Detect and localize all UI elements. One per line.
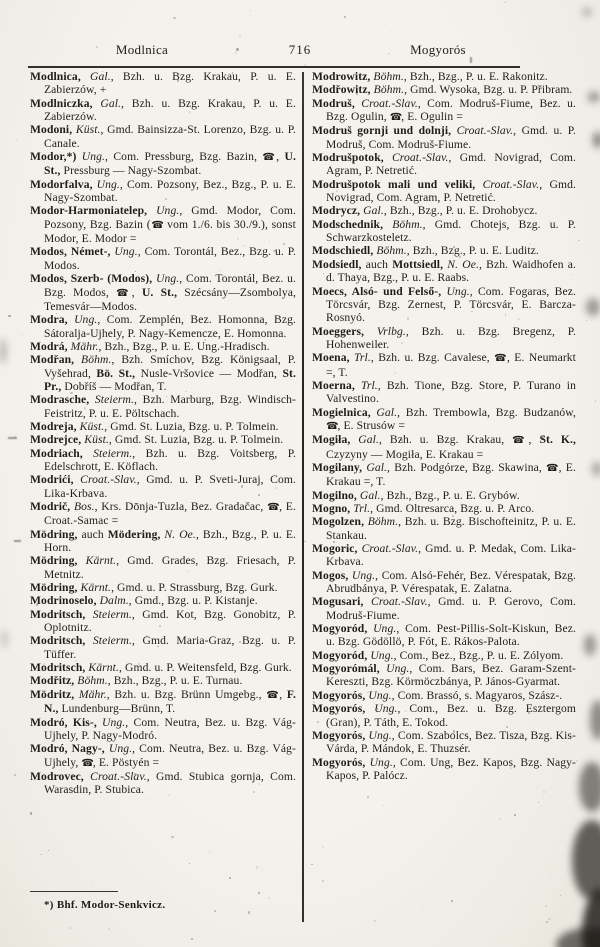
gazetteer-entry bbox=[312, 218, 576, 245]
entry-text: , Bzh. Tione, Bzg. Store, P. Turano in Valvestino. bbox=[326, 378, 576, 406]
entry-text: , Com. Pozsony, Bez., Bzg., P. u. E. Nagy-Szombat. bbox=[44, 177, 296, 205]
post-horn-icon: ☎ bbox=[266, 689, 280, 701]
gazetteer-entry bbox=[312, 379, 576, 406]
entry-text: Modřowitz, bbox=[312, 83, 374, 97]
gazetteer-entry bbox=[30, 661, 296, 674]
gazetteer-entry bbox=[30, 716, 296, 743]
entry-text: , E. Strusów = bbox=[337, 418, 405, 432]
entry-text: Croat.-Slav. bbox=[361, 542, 419, 556]
header-keyword-left: Modlnica bbox=[115, 42, 169, 57]
entry-text: , Bzh., Bzg., P. u. E. Luditz. bbox=[406, 244, 539, 258]
entry-text: , Bzh. u. Bzg. Voitsberg, P. Edelschrott, E. Köflach. bbox=[44, 446, 296, 473]
column-right bbox=[312, 70, 576, 782]
page-number: 716 bbox=[288, 42, 312, 57]
gazetteer-entry bbox=[30, 340, 296, 353]
entry-text: Mogilany, bbox=[312, 460, 367, 474]
post-horn-icon: ☎ bbox=[116, 287, 132, 299]
entry-text: auch bbox=[365, 257, 393, 271]
entry-text: Steierm. bbox=[93, 446, 133, 460]
entry-text: Kärnt. bbox=[88, 661, 119, 675]
gazetteer-entry bbox=[30, 447, 296, 474]
post-horn-icon: ☎ bbox=[81, 757, 93, 769]
entry-text: Bos. bbox=[73, 500, 95, 513]
entry-text: Modor-Harmoniatelep, bbox=[30, 204, 157, 218]
entry-text: Ung. bbox=[74, 313, 98, 327]
entry-text: , Bzh. Trembowla, Bzg. Budzanów, bbox=[397, 405, 576, 419]
gazetteer-entry bbox=[30, 393, 296, 420]
entry-text: , Bzh. u. Bzg. Krakau, P. u. E. Zabierzów. bbox=[44, 96, 296, 124]
entry-text: Modřan, bbox=[30, 353, 82, 367]
column-left bbox=[30, 70, 296, 797]
entry-text: U. St., bbox=[141, 285, 185, 299]
gazetteer-entry bbox=[30, 688, 296, 716]
entry-text: Modrinoselo, bbox=[30, 594, 100, 608]
gazetteer-entry bbox=[312, 244, 576, 257]
entry-text: , Gmd. u. P. Sveti-Juraj, Com. Lika-Krbava. bbox=[44, 473, 296, 500]
column-divider bbox=[302, 72, 304, 922]
gazetteer-entry bbox=[30, 420, 296, 433]
entry-text: , Bzh., Bzg., P. u. E. Rakonitz. bbox=[403, 70, 548, 83]
gazetteer-entry bbox=[30, 500, 296, 528]
entry-text: Küst. bbox=[75, 123, 101, 137]
entry-text: Modra, bbox=[30, 313, 75, 327]
entry-text: Modriach, bbox=[30, 446, 94, 460]
entry-text: Gal. bbox=[359, 488, 381, 502]
entry-text: Mogyoród, bbox=[312, 622, 374, 636]
entry-text: Modlnica, bbox=[30, 70, 91, 83]
entry-text: Böhm. bbox=[392, 217, 423, 231]
entry-text: , Com. Szabolcs, Bez. Tisza, Bzg. Kis-Várda, P. Mándok, E. Thuzsér. bbox=[326, 728, 577, 756]
entry-text: , Com., Bez., Bzg., P. u. E. Zólyom. bbox=[393, 648, 564, 662]
entry-text: Böhm. bbox=[81, 353, 112, 367]
post-horn-icon: ☎ bbox=[512, 435, 529, 447]
entry-text: auch bbox=[81, 527, 108, 541]
post-horn-icon: ☎ bbox=[150, 219, 164, 231]
gazetteer-entry bbox=[30, 742, 296, 770]
entry-text: , bbox=[528, 433, 540, 447]
entry-text: Steierm. bbox=[92, 634, 133, 648]
gazetteer-entry bbox=[312, 204, 576, 217]
entry-text: , E. Croat.-Samac = bbox=[44, 500, 296, 528]
entry-text: Modoni, bbox=[30, 123, 76, 137]
gazetteer-entry bbox=[30, 473, 296, 500]
entry-text: , Gmd. Kot, Bzg. Gonobitz, P. Oplotnitz. bbox=[44, 607, 296, 635]
entry-text: Mogiła, bbox=[312, 433, 359, 447]
entry-text: Ung. bbox=[374, 702, 398, 716]
entry-text: Böhm. bbox=[373, 70, 404, 83]
footnote: *) Bhf. Modor-Senkvicz. bbox=[44, 899, 166, 911]
entry-text: Modschednik, bbox=[312, 217, 393, 231]
entry-text: , Bzh. u. Bzg. Krakau, P. u. E. Zabierzów, + bbox=[44, 70, 296, 97]
entry-text: Ung. bbox=[386, 662, 410, 676]
header-keyword-right: Mogyorós bbox=[410, 42, 466, 57]
entry-text: Mogyorómál, bbox=[312, 662, 387, 676]
page-header bbox=[0, 42, 600, 60]
entry-text: , Com. Brassó, s. Magyaros, Szász-. bbox=[391, 688, 563, 702]
gazetteer-entry bbox=[30, 594, 296, 607]
post-horn-icon: ☎ bbox=[267, 502, 280, 513]
entry-text: , Gmd. St. Luzia, Bzg. u. P. Tolmein. bbox=[108, 433, 284, 447]
entry-text: Mähr. bbox=[70, 339, 99, 353]
entry-text: Modruš, bbox=[312, 96, 362, 110]
entry-text: Modrejce, bbox=[30, 433, 85, 447]
entry-text: Modschiedl, bbox=[312, 244, 377, 258]
gazetteer-entry bbox=[30, 204, 296, 245]
entry-text: U. St., bbox=[44, 150, 296, 178]
entry-text: , Com. Modruš-Fiume, Bez. u. Bzg. Ogulin, bbox=[326, 96, 576, 124]
entry-text: Trl. bbox=[360, 378, 378, 392]
entry-text: Kärnt. bbox=[85, 554, 117, 568]
entry-text: Croat.-Slav. bbox=[391, 151, 449, 165]
entry-text: , Bzh., Bzg., P. u. E. Turnau. bbox=[107, 674, 243, 688]
gazetteer-entry bbox=[312, 70, 576, 83]
entry-text: Steierm. bbox=[94, 393, 135, 407]
entry-text: , Bzh. u. Bzg. Brünn Umgebg., bbox=[106, 687, 267, 701]
entry-text: , Gmd. Stubica gornja, Com. Warasdin, P. Stubica. bbox=[44, 769, 296, 797]
entry-text: , Bzh., Bzg., P. u. E. Ung.-Hradisch. bbox=[98, 339, 270, 353]
entry-text: Modorfalva, bbox=[30, 177, 97, 191]
entry-text: Ung. bbox=[370, 648, 394, 662]
entry-text: , Com. Torontál, Bez. u. Bzg. Modos, bbox=[44, 272, 297, 299]
entry-text: Modos, Német-, bbox=[30, 245, 115, 259]
entry-text: Mähr. bbox=[78, 687, 107, 701]
gazetteer-entry bbox=[312, 325, 576, 352]
header-rule bbox=[28, 66, 520, 68]
entry-text: , Com. Fogaras, Bez. Törcsvár, Bzg. Zernest, P. Törcsvár, E. Barcza-Rosnyó. bbox=[326, 284, 576, 325]
gazetteer-entry bbox=[30, 528, 296, 555]
entry-text: Szécsány—Zsombolya, Temesvár—Modos. bbox=[44, 285, 296, 313]
gazetteer-entry bbox=[312, 569, 576, 596]
entry-text: , bbox=[131, 285, 142, 299]
entry-text: , Gmd. Modor, Com. Pozsony, Bzg. Bazin ( bbox=[44, 204, 296, 231]
entry-text: , Gmd. Wysoka, Bzg. u. P. Přibram. bbox=[404, 83, 573, 97]
gazetteer-entry bbox=[30, 634, 296, 661]
gazetteer-entry bbox=[312, 489, 576, 502]
entry-text: , Bzh. Marburg, Bzg. Windisch-Feistritz, P. u. E. Pöltschach. bbox=[44, 393, 296, 420]
gazetteer-entry bbox=[312, 433, 576, 461]
gazetteer-entry bbox=[312, 702, 576, 729]
gazetteer-entry bbox=[30, 674, 296, 687]
entry-text: Gal. bbox=[366, 460, 388, 474]
entry-text: Ung. bbox=[81, 150, 106, 164]
gazetteer-entry bbox=[312, 178, 576, 205]
entry-text: Modrowitz, bbox=[312, 70, 374, 83]
entry-text: Böhm. bbox=[77, 674, 108, 688]
entry-text: Gal. bbox=[376, 405, 398, 419]
entry-text: Modrovec, bbox=[30, 769, 91, 783]
entry-text: Croat.-Slav. bbox=[90, 769, 147, 783]
entry-text: Modos, Szerb- (Modos), bbox=[30, 272, 156, 286]
entry-text: Mogyorós, bbox=[312, 728, 369, 742]
entry-text: Mogyorós, bbox=[312, 688, 369, 702]
entry-text: Ung. bbox=[368, 688, 392, 702]
entry-text: Modrići, bbox=[30, 473, 81, 487]
entry-text: , Bzh., Bzg., P. u. E. Grybów. bbox=[380, 488, 520, 502]
post-horn-icon: ☎ bbox=[262, 152, 277, 164]
entry-text: , Bzh. Podgórze, Bzg. Skawina, bbox=[387, 460, 547, 474]
entry-text: Böhm. bbox=[367, 515, 399, 529]
entry-text: Ung. bbox=[156, 204, 180, 218]
entry-text: Gal. bbox=[363, 204, 384, 218]
entry-text: , Krs. Dōnja-Tuzla, Bez. Gradačac, bbox=[94, 500, 268, 513]
entry-text: , E. Pöstyén = bbox=[92, 755, 160, 769]
entry-text: Mogusari, bbox=[312, 595, 371, 609]
entry-text: Modrasche, bbox=[30, 393, 95, 407]
gazetteer-entry bbox=[30, 70, 296, 97]
entry-text: , Bzh., Bzg., P. u. E. Horn. bbox=[44, 527, 297, 555]
entry-text: Gal. bbox=[358, 433, 379, 447]
entry-text: Ung. bbox=[351, 568, 376, 582]
entry-text: Moeggers, bbox=[312, 324, 377, 338]
entry-text: Nusle-Vršovice — Modřan, bbox=[140, 366, 283, 380]
entry-text: , Com. Neutra, Bez. u. Bzg. Vág-Ujhely, P. Nagy-Modró. bbox=[44, 715, 296, 742]
gazetteer-entry bbox=[30, 123, 296, 150]
entry-text: Mogielnica, bbox=[312, 405, 377, 419]
entry-text: , Gmd. Maria-Graz, Bzg. u. P. Tüffer. bbox=[44, 634, 296, 661]
entry-text: Croat.-Slav. bbox=[456, 124, 514, 138]
entry-text: , Com. Pressburg, Bzg. Bazin, bbox=[105, 150, 263, 164]
gazetteer-entry bbox=[30, 150, 296, 178]
entry-text: , E. Krakau =, T. bbox=[326, 460, 576, 489]
entry-text: , Com. Torontál, Bez., Bzg. u. P. Modos. bbox=[44, 245, 296, 272]
entry-text: Mogno, bbox=[312, 502, 354, 515]
gazetteer-entry bbox=[312, 729, 576, 756]
entry-text: , Bzh. u. Bzg. Bischofteinitz, P. u. E. Stankau. bbox=[326, 515, 576, 542]
gazetteer-entry bbox=[312, 649, 576, 662]
entry-text: Mödritz, bbox=[30, 687, 79, 701]
gazetteer-entry bbox=[312, 515, 576, 542]
gazetteer-entry bbox=[312, 689, 576, 702]
entry-text: Mogolzen, bbox=[312, 515, 368, 529]
entry-text: Modró, Nagy-, bbox=[30, 742, 109, 756]
entry-text: vom 1./6. bis 30./9.), sonst Modor, E. Modor = bbox=[44, 217, 296, 246]
entry-text: Mödering, bbox=[107, 527, 165, 541]
gazetteer-entry bbox=[30, 433, 296, 446]
entry-text: Modrušpotok mali und veliki, bbox=[312, 177, 483, 191]
post-horn-icon: ☎ bbox=[326, 420, 338, 432]
entry-text: Ung. bbox=[369, 755, 393, 769]
entry-text: Moecs, Alsó- und Felső-, bbox=[312, 284, 447, 298]
gazetteer-entry bbox=[30, 178, 296, 205]
gazetteer-entry bbox=[312, 83, 576, 96]
entry-text: , Gmd., Bzg. u. P. Kistanje. bbox=[128, 594, 258, 608]
entry-text: Mogoric, bbox=[312, 542, 362, 556]
entry-text: Bö. St., bbox=[96, 366, 141, 380]
entry-text: , Gmd. u. P. Strassburg, Bzg. Gurk. bbox=[111, 581, 278, 595]
entry-text: , Com. Bars, Bez. Garam-Szent-Kereszti, Bzg. Körmöczbánya, P. János-Gyarmat. bbox=[326, 662, 576, 689]
post-horn-icon: ☎ bbox=[546, 462, 559, 474]
gazetteer-entry bbox=[312, 351, 576, 379]
gazetteer-entry bbox=[30, 313, 296, 340]
entry-text: Pressburg — Nagy-Szombat. bbox=[63, 164, 202, 178]
entry-text: , Com. Pest-Pillis-Solt-Kiskun, Bez. u. Bzg. Gödöllö, P. Fót, E. Rákos-Palota. bbox=[326, 622, 576, 649]
entry-text: Böhm. bbox=[373, 83, 405, 97]
entry-text: Mogyorós, bbox=[312, 755, 370, 769]
entry-text: Ung. bbox=[114, 245, 138, 259]
entry-text: Steierm. bbox=[92, 607, 132, 621]
gazetteer-entry bbox=[312, 258, 576, 285]
gazetteer-entry bbox=[30, 272, 296, 313]
entry-text: Küst. bbox=[84, 433, 109, 447]
entry-text: Dobříš — Modřan, T. bbox=[64, 379, 167, 393]
gazetteer-entry bbox=[30, 770, 296, 797]
entry-text: Croat.-Slav. bbox=[370, 595, 428, 609]
entry-text: St. K., bbox=[539, 433, 576, 447]
entry-text: , Gmd. Grades, Bzg. Friesach, P. Metnitz. bbox=[44, 554, 297, 581]
gazetteer-entry bbox=[30, 353, 296, 393]
footnote-rule bbox=[30, 891, 118, 892]
entry-text: Modsiedl, bbox=[312, 257, 366, 271]
entry-text: Küst. bbox=[79, 419, 105, 433]
entry-text: , Bzh., Bzg., P. u. E. Drohobycz. bbox=[383, 204, 538, 218]
post-horn-icon: ☎ bbox=[494, 353, 507, 365]
entry-text: Modruš gornji und dolnji, bbox=[312, 124, 457, 138]
entry-text: , Gmd. Oltresarca, Bzg. u. P. Arco. bbox=[370, 502, 535, 515]
entry-text: Modreja, bbox=[30, 419, 80, 433]
gazetteer-entry bbox=[312, 595, 576, 622]
entry-text: , Gmd. Novigrad, Com. Agram, P. Netretić. bbox=[326, 151, 576, 178]
entry-text: Ung. bbox=[155, 272, 180, 286]
entry-text: Modrá, bbox=[30, 339, 71, 353]
entry-text: Croat.-Slav. bbox=[80, 473, 137, 487]
entry-text: Ung. bbox=[96, 177, 120, 191]
entry-text: Vrlbg. bbox=[376, 324, 406, 338]
gazetteer-entry bbox=[312, 461, 576, 489]
gazetteer-entry bbox=[30, 554, 296, 581]
gazetteer-entry bbox=[312, 756, 576, 783]
entry-text: Lundenburg—Brünn, T. bbox=[61, 702, 176, 716]
entry-text: , Gmd. u. P. Gerovo, Com. Modruš-Fiume. bbox=[326, 595, 576, 622]
entry-text: Moena, bbox=[312, 351, 354, 365]
entry-text: , Gmd. u. P. Medak, Com. Lika-Krbava. bbox=[326, 542, 576, 569]
entry-text: Mogilno, bbox=[312, 488, 360, 502]
entry-text: Modrič, bbox=[30, 500, 74, 513]
entry-text: F. N., bbox=[44, 687, 296, 716]
entry-text: Ung. bbox=[368, 728, 392, 742]
entry-text: , Gmd. Bainsizza-St. Lorenzo, Bzg. u. P. Canale. bbox=[44, 123, 296, 150]
entry-text: Moerna, bbox=[312, 378, 361, 392]
entry-text: , Gmd. Chotejs, Bzg. u. P. Schwarzkosteletz. bbox=[326, 217, 576, 245]
gazetteer-entry bbox=[312, 406, 576, 434]
entry-text: Böhm. bbox=[376, 244, 407, 258]
entry-text: St. Pr., bbox=[44, 366, 296, 393]
entry-text: Mogyorós, bbox=[312, 702, 375, 716]
entry-text: Modrycz, bbox=[312, 204, 364, 218]
gazetteer-entry bbox=[312, 151, 576, 178]
entry-text: Ung. bbox=[373, 622, 397, 636]
gazetteer-entry bbox=[30, 245, 296, 272]
entry-text: , bbox=[279, 687, 287, 701]
entry-text: Czyzyny — Mogiła, E. Krakau = bbox=[326, 447, 484, 461]
entry-text: Trl. bbox=[354, 351, 371, 365]
entry-text: , Bzh. Waidhofen a. d. Thaya, Bzg., P. u. E. Raabs. bbox=[326, 257, 577, 285]
entry-text: Gal. bbox=[100, 96, 122, 110]
entry-text: , Gmd. u. P. Weitensfeld, Bzg. Gurk. bbox=[118, 661, 292, 675]
entry-text: , Bzh. Smíchov, Bzg. Königsaal, P. Vyšehrad, bbox=[44, 353, 296, 380]
entry-text: , bbox=[276, 150, 285, 164]
entry-text: Dalm. bbox=[99, 594, 129, 608]
entry-text: Kärnt. bbox=[80, 581, 112, 595]
entry-text: Modlniczka, bbox=[30, 96, 101, 110]
entry-text: Gal. bbox=[90, 70, 111, 83]
entry-text: Trl. bbox=[353, 502, 371, 515]
entry-text: N. Oe. bbox=[447, 257, 480, 271]
entry-text: , Com. Zemplén, Bez. Homonna, Bzg. Sátoralja-Ujhely, P. Nagy-Kemencze, E. Homonna. bbox=[44, 313, 296, 340]
entry-text: , E. Neumarkt =, T. bbox=[326, 351, 577, 379]
entry-text: Modritsch, bbox=[30, 634, 93, 648]
entry-text: Croat.-Slav. bbox=[361, 96, 418, 110]
entry-text: Mödring, bbox=[30, 554, 86, 568]
gazetteer-entry bbox=[312, 124, 576, 151]
entry-text: Ung. bbox=[446, 284, 470, 298]
gazetteer-entry bbox=[30, 608, 296, 635]
entry-text: Modritsch, bbox=[30, 607, 93, 621]
gazetteer-entry bbox=[312, 97, 576, 125]
entry-text: , Com. Alsó-Fehér, Bez. Vérespatak, Bzg. Abrudbánya, P. Vérespatak, E. Zalatna. bbox=[326, 568, 576, 596]
entry-text: Ung. bbox=[102, 715, 126, 729]
entry-text: , Bzh. u. Bzg. Bregenz, P. Hohenweiler. bbox=[326, 324, 576, 351]
entry-text: , Com. Ung, Bez. Kapos, Bzg. Nagy-Kapos, P. Palócz. bbox=[326, 755, 576, 782]
entry-text: , Gmd. St. Luzia, Bzg. u. P. Tolmein. bbox=[104, 419, 279, 433]
entry-text: N. Oe. bbox=[164, 527, 196, 541]
gazetteer-entry bbox=[30, 581, 296, 594]
entry-text: Croat.-Slav. bbox=[482, 177, 540, 191]
entry-text: Mödring, bbox=[30, 581, 81, 595]
entry-text: Modritsch, bbox=[30, 661, 89, 675]
post-horn-icon: ☎ bbox=[389, 112, 402, 124]
gazetteer-entry bbox=[30, 97, 296, 124]
gazetteer-entry bbox=[312, 662, 576, 689]
entry-text: , Gmd. Novigrad, Com. Agram, P. Netretić. bbox=[326, 177, 576, 205]
entry-text: , Gmd. u. P. Modruš, Com. Modruš-Fiume. bbox=[326, 124, 576, 151]
entry-text: Mottsiedl, bbox=[392, 257, 448, 271]
gazetteer-entry bbox=[312, 502, 576, 515]
gazetteer-entry bbox=[312, 285, 576, 325]
gazetteer-entry bbox=[312, 542, 576, 569]
entry-text: Modró, Kis-, bbox=[30, 715, 103, 729]
entry-text: Modřitz, bbox=[30, 674, 78, 688]
entry-text: Modrušpotok, bbox=[312, 151, 392, 165]
entry-text: , Bzh. u. Bzg. Krakau, bbox=[379, 433, 513, 447]
gazetteer-entry bbox=[312, 622, 576, 649]
entry-text: , E. Ogulin = bbox=[401, 110, 463, 124]
entry-text: Mogos, bbox=[312, 568, 352, 582]
entry-text: Modor,*) bbox=[30, 150, 82, 164]
entry-text: , Bzh. u. Bzg. Cavalese, bbox=[370, 351, 495, 365]
entry-text: Mogyoród, bbox=[312, 648, 371, 662]
entry-text: , Com. Neutra, Bez. u. Bzg. Vág-Ujhely, bbox=[44, 742, 296, 769]
entry-text: Mödring, bbox=[30, 527, 82, 541]
entry-text: Ung. bbox=[108, 742, 133, 756]
entry-text: , Com., Bez. u. Bzg. Esztergom (Gran), P. Táth, E. Tokod. bbox=[326, 702, 576, 729]
